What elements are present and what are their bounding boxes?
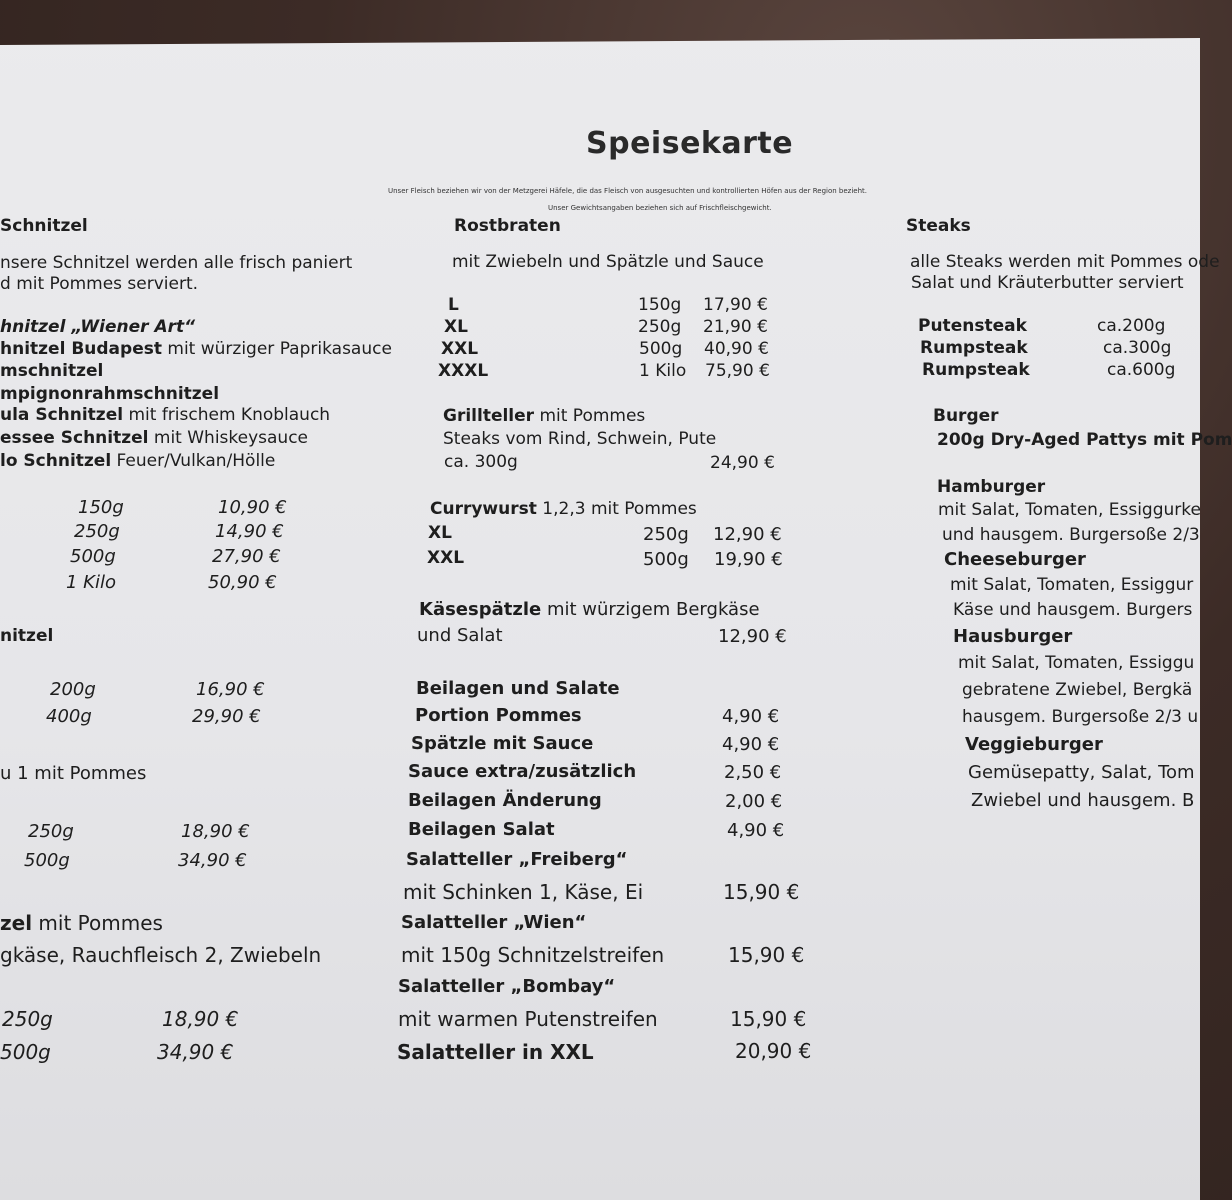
rostbraten-desc: mit Zwiebeln und Spätzle und Sauce (452, 252, 764, 272)
size-price: 19,90 € (714, 549, 783, 570)
burger-desc: Käse und hausgem. Burgers (953, 600, 1193, 620)
size-weight: 150g (78, 497, 124, 518)
salad-xxl-name: Salatteller in XXL (397, 1040, 594, 1064)
kaesespaetzle-desc: und Salat (417, 625, 503, 646)
rostbraten-heading: Rostbraten (454, 216, 561, 236)
steaks-desc-1: alle Steaks werden mit Pommes ode (910, 252, 1220, 272)
size-price: 21,90 € (703, 317, 768, 337)
grillteller-price: 24,90 € (710, 453, 775, 473)
burger-heading: Burger (933, 406, 999, 426)
burger-desc: Gemüsepatty, Salat, Tom (968, 762, 1195, 783)
steak-weight: ca.200g (1097, 316, 1166, 336)
size-weight: 500g (0, 1040, 51, 1064)
size-price: 29,90 € (192, 706, 261, 727)
schnitzel-item: lo Schnitzel Feuer/Vulkan/Hölle (0, 451, 276, 471)
size-weight: 150g (638, 295, 682, 315)
side-price: 4,90 € (722, 734, 780, 755)
size-weight: 1 Kilo (639, 361, 687, 381)
salad-name: Salatteller „Freiberg“ (406, 849, 628, 870)
burger-desc: hausgem. Burgersoße 2/3 u (962, 707, 1199, 727)
schnitzel-item: hnitzel Budapest mit würziger Paprikasauce (0, 339, 392, 359)
size-price: 12,90 € (713, 524, 782, 545)
size-price: 10,90 € (218, 497, 287, 518)
intro-line-2: Unser Gewichtsangaben beziehen sich auf Frischfleischgewicht. (548, 204, 772, 212)
side-name: Beilagen Salat (408, 819, 555, 840)
size-label: XL (444, 317, 468, 337)
burger-name: Cheeseburger (944, 549, 1086, 570)
steak-weight: ca.600g (1107, 360, 1176, 380)
size-price: 34,90 € (157, 1040, 234, 1064)
burger-desc: gebratene Zwiebel, Bergkä (962, 680, 1193, 700)
burger-desc: und hausgem. Burgersoße 2/3 (942, 525, 1200, 545)
side-price: 4,90 € (722, 706, 780, 727)
size-price: 75,90 € (705, 361, 770, 381)
size-price: 27,90 € (212, 546, 281, 567)
size-label: XXXL (438, 361, 489, 381)
salad-price: 15,90 € (730, 1007, 807, 1031)
salad-name: Salatteller „Bombay“ (398, 976, 616, 997)
grillteller-title: Grillteller mit Pommes (443, 406, 646, 426)
size-label: XL (428, 523, 452, 543)
size-weight: 500g (70, 546, 116, 567)
schnitzel-desc-1: nsere Schnitzel werden alle frisch paniert (0, 253, 353, 273)
schnitzel-heading-3: u 1 mit Pommes (0, 763, 147, 784)
burger-subheading: 200g Dry-Aged Pattys mit Pom (937, 430, 1232, 450)
burger-desc: mit Salat, Tomaten, Essiggurke (938, 500, 1201, 520)
steak-weight: ca.300g (1103, 338, 1172, 358)
salad-desc: mit Schinken 1, Käse, Ei (403, 880, 644, 904)
schnitzel-item: ula Schnitzel mit frischem Knoblauch (0, 405, 331, 425)
size-weight: 250g (2, 1007, 53, 1031)
salad-price: 15,90 € (723, 880, 800, 904)
size-weight: 400g (46, 706, 92, 727)
size-price: 18,90 € (181, 821, 250, 842)
schnitzel-item: essee Schnitzel mit Whiskeysauce (0, 428, 309, 448)
size-weight: 1 Kilo (66, 572, 116, 593)
salad-desc: mit 150g Schnitzelstreifen (401, 943, 665, 967)
steak-name: Rumpsteak (922, 360, 1030, 380)
burger-name: Hausburger (953, 626, 1073, 647)
kaesespaetzle-title: Käsespätzle mit würzigem Bergkäse (419, 599, 760, 620)
side-price: 4,90 € (727, 820, 785, 841)
size-weight: 200g (50, 679, 96, 700)
steak-name: Rumpsteak (920, 338, 1028, 358)
page-title: Speisekarte (586, 126, 794, 161)
size-label: XXL (427, 548, 465, 568)
burger-desc: mit Salat, Tomaten, Essiggu (958, 653, 1195, 673)
size-weight: 250g (74, 521, 120, 542)
size-label: L (448, 295, 459, 315)
schnitzel-desc-2: d mit Pommes serviert. (0, 274, 199, 294)
salad-name: Salatteller „Wien“ (401, 912, 587, 933)
size-weight: 250g (28, 821, 74, 842)
size-price: 16,90 € (196, 679, 265, 700)
size-weight: 500g (24, 850, 70, 871)
side-name: Spätzle mit Sauce (411, 733, 594, 754)
currywurst-title: Currywurst 1,2,3 mit Pommes (430, 499, 697, 519)
size-label: XXL (441, 339, 479, 359)
side-price: 2,00 € (725, 791, 783, 812)
size-weight: 500g (643, 549, 689, 570)
steaks-desc-2: Salat und Kräuterbutter serviert (911, 273, 1184, 293)
grillteller-weight: ca. 300g (444, 452, 518, 472)
salad-desc: mit warmen Putenstreifen (398, 1007, 658, 1031)
schnitzel-desc-4: gkäse, Rauchfleisch 2, Zwiebeln (0, 943, 322, 967)
kaesespaetzle-price: 12,90 € (718, 626, 787, 647)
size-price: 14,90 € (215, 521, 284, 542)
side-name: Portion Pommes (415, 705, 582, 726)
sides-heading: Beilagen und Salate (416, 678, 620, 699)
steak-name: Putensteak (918, 316, 1027, 336)
size-weight: 250g (643, 524, 689, 545)
burger-desc: Zwiebel und hausgem. B (971, 790, 1195, 811)
side-name: Sauce extra/zusätzlich (408, 761, 637, 782)
schnitzel-item: mschnitzel (0, 361, 104, 381)
size-weight: 250g (638, 317, 682, 337)
side-price: 2,50 € (724, 762, 782, 783)
grillteller-desc: Steaks vom Rind, Schwein, Pute (443, 429, 717, 449)
size-weight: 500g (639, 339, 683, 359)
burger-name: Veggieburger (965, 734, 1103, 755)
salad-price: 15,90 € (728, 943, 805, 967)
intro-line-1: Unser Fleisch beziehen wir von der Metzgerei Häfele, die das Fleisch von ausgesuchten und kontrollierten Höfen aus der Region bezieht. (388, 187, 867, 195)
size-price: 40,90 € (704, 339, 769, 359)
schnitzel-item: hnitzel „Wiener Art“ (0, 317, 196, 337)
burger-name: Hamburger (937, 477, 1046, 497)
side-name: Beilagen Änderung (408, 790, 602, 811)
burger-desc: mit Salat, Tomaten, Essiggur (950, 575, 1194, 595)
size-price: 17,90 € (703, 295, 768, 315)
schnitzel-item: mpignonrahmschnitzel (0, 384, 220, 404)
size-price: 50,90 € (208, 572, 277, 593)
schnitzel-heading: Schnitzel (0, 216, 88, 236)
salad-xxl-price: 20,90 € (735, 1039, 812, 1063)
schnitzel-heading-2: nitzel (0, 626, 54, 646)
steaks-heading: Steaks (906, 216, 971, 236)
size-price: 18,90 € (162, 1007, 239, 1031)
size-price: 34,90 € (178, 850, 247, 871)
schnitzel-heading-4: zel mit Pommes (0, 911, 163, 935)
